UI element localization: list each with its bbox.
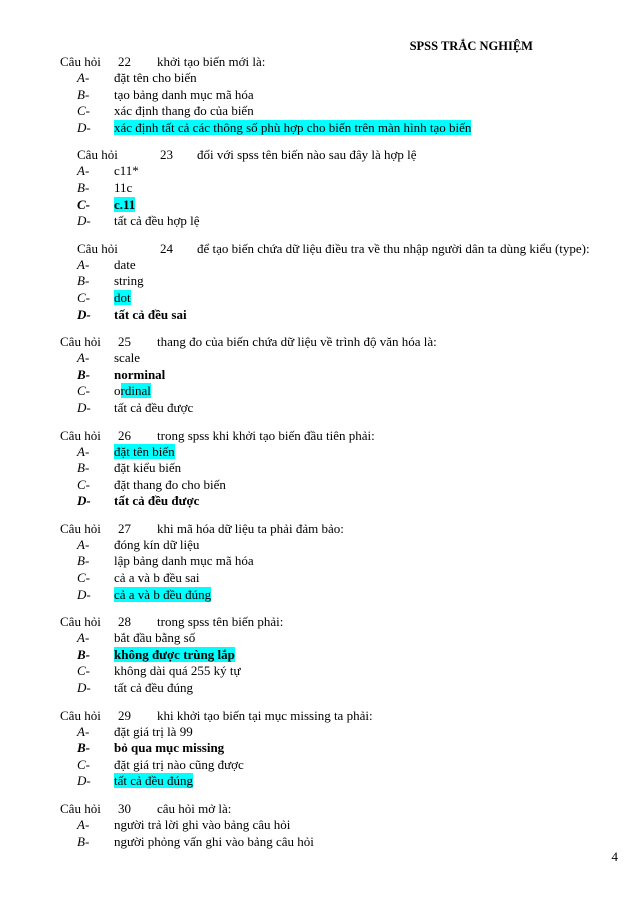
option-text	[114, 350, 140, 367]
option-text-main: xác định thang đo của biến	[114, 103, 254, 119]
answer-option	[60, 383, 600, 400]
option-text	[114, 120, 471, 137]
option-letter: C-	[77, 476, 90, 492]
option-text	[114, 383, 151, 400]
question-number: 27	[118, 520, 131, 536]
question-block	[60, 146, 600, 229]
option-text-main: o	[114, 383, 121, 399]
question-line	[60, 146, 600, 163]
option-text-main: người trả lời ghi vào bảng câu hỏi	[114, 817, 291, 832]
question-line	[60, 800, 600, 817]
question-line	[60, 707, 600, 724]
option-text	[114, 724, 193, 741]
question-line	[60, 520, 600, 537]
question-line	[60, 427, 600, 444]
question-number: 24	[160, 240, 173, 256]
option-text	[114, 680, 193, 697]
answer-option	[60, 460, 600, 477]
option-letter: D-	[77, 399, 91, 415]
option-text	[114, 163, 139, 180]
option-letter: C-	[77, 383, 90, 399]
question-number: 30	[118, 801, 131, 816]
option-text-main: đặt tên cho biến	[114, 70, 197, 85]
option-text-main: lập bảng danh mục mã hóa	[114, 553, 254, 569]
option-letter: A-	[77, 350, 90, 366]
answer-option	[60, 87, 600, 104]
option-letter: A-	[77, 443, 90, 459]
question-block	[60, 707, 600, 790]
question-label: Câu hỏi	[60, 427, 101, 443]
option-letter: A-	[77, 630, 90, 646]
question-line	[60, 333, 600, 350]
option-text	[114, 367, 165, 384]
question-text: trong spss khi khởi tạo biến đầu tiên phải:	[157, 427, 375, 443]
option-text	[114, 537, 199, 554]
answer-option	[60, 444, 600, 461]
option-text-main: tất cả đều sai	[114, 306, 187, 322]
question-block	[60, 240, 600, 323]
question-line	[60, 53, 600, 70]
question-block	[60, 520, 600, 603]
option-text	[114, 493, 199, 510]
option-letter: D-	[77, 119, 91, 135]
question-number: 25	[118, 334, 131, 350]
option-text	[114, 663, 241, 680]
option-text-main: không dài quá 255 ký tự	[114, 663, 241, 679]
option-text-main: tất cả đều đúng	[114, 680, 194, 696]
option-letter: B-	[77, 553, 90, 569]
option-text-main: tất cả đều được	[114, 399, 194, 415]
option-text	[114, 757, 244, 774]
option-letter: B-	[77, 460, 90, 476]
option-text-main: c11*	[114, 163, 139, 179]
option-text	[114, 477, 226, 494]
option-letter: C-	[77, 570, 90, 586]
answer-option	[60, 663, 600, 680]
answer-option	[60, 197, 600, 214]
answer-option	[60, 587, 600, 604]
option-letter: B-	[77, 366, 90, 382]
question-label: Câu hỏi	[77, 240, 118, 256]
option-text	[114, 257, 136, 274]
option-text	[114, 103, 254, 120]
question-block	[60, 333, 600, 416]
answer-option	[60, 493, 600, 510]
option-text-main: xác định tất cả các thông số phù hợp cho biến trên màn hình tạo biến	[114, 119, 472, 135]
answer-option	[60, 477, 600, 494]
question-label: Câu hỏi	[60, 334, 101, 350]
option-text-main: tất cả đều hợp lệ	[114, 213, 200, 229]
option-letter: A-	[77, 163, 90, 179]
answer-option	[60, 290, 600, 307]
answer-option	[60, 70, 600, 87]
question-number: 26	[118, 427, 131, 443]
answer-option	[60, 570, 600, 587]
option-letter: D-	[77, 493, 91, 509]
option-letter: B-	[77, 273, 90, 289]
answer-option	[60, 273, 600, 290]
option-text	[114, 773, 193, 790]
option-text	[114, 273, 144, 290]
option-letter: D-	[77, 773, 91, 789]
option-text	[114, 70, 197, 87]
option-letter: A-	[77, 256, 90, 272]
option-text	[114, 817, 290, 834]
answer-option	[60, 724, 600, 741]
option-text-main: tất cả đều được	[114, 493, 200, 509]
answer-option	[60, 647, 600, 664]
option-text	[114, 213, 200, 230]
option-letter: C-	[77, 196, 90, 212]
option-text-main: tạo bảng danh mục mã hóa	[114, 86, 254, 102]
question-label: Câu hỏi	[60, 801, 101, 816]
option-letter: D-	[77, 680, 91, 696]
question-label: Câu hỏi	[60, 614, 101, 630]
option-text-main: 11c	[114, 179, 133, 195]
answer-option	[60, 367, 600, 384]
question-label: Câu hỏi	[60, 54, 101, 69]
answer-option	[60, 757, 600, 774]
option-text	[114, 400, 193, 417]
option-letter: D-	[77, 213, 91, 229]
option-text-main: đặt kiểu biến	[114, 460, 182, 476]
option-text	[114, 740, 224, 757]
option-text	[114, 307, 187, 324]
option-letter: B-	[77, 179, 90, 195]
page-header: SPSS TRẮC NGHIỆM	[409, 39, 533, 53]
option-letter: B-	[77, 740, 90, 756]
answer-option	[60, 834, 600, 851]
option-letter: C-	[77, 289, 90, 305]
answer-option	[60, 740, 600, 757]
question-block	[60, 800, 600, 850]
option-letter: A-	[77, 536, 90, 552]
option-letter: A-	[77, 817, 90, 832]
question-block	[60, 427, 600, 510]
question-text: khi mã hóa dữ liệu ta phải đảm bảo:	[157, 520, 344, 536]
option-text-main: tất cả đều đúng	[114, 773, 194, 789]
option-letter: B-	[77, 833, 90, 849]
option-text	[114, 460, 181, 477]
question-text: thang đo của biến chứa dữ liệu về trình độ văn hóa là:	[157, 334, 437, 350]
option-text-main: người phỏng vấn ghi vào bảng câu hỏi	[114, 833, 314, 849]
option-text	[114, 444, 175, 461]
option-text	[114, 834, 314, 851]
option-text-main: norminal	[114, 366, 166, 382]
answer-option	[60, 120, 600, 137]
option-letter: D-	[77, 306, 91, 322]
question-line	[60, 613, 600, 630]
option-text	[114, 180, 132, 197]
answer-option	[60, 103, 600, 120]
question-text: trong spss tên biến phải:	[157, 614, 284, 630]
option-letter: A-	[77, 70, 90, 85]
option-text-main: date	[114, 256, 136, 272]
option-text-main: cả a và b đều đúng	[114, 586, 212, 602]
answer-option	[60, 213, 600, 230]
answer-option	[60, 630, 600, 647]
option-text-main: dot	[114, 289, 131, 305]
answer-option	[60, 817, 600, 834]
option-text-main: đặt giá trị là 99	[114, 723, 193, 739]
option-text-main: string	[114, 273, 144, 289]
question-block	[60, 53, 600, 136]
option-text-main: đặt tên biến	[114, 443, 175, 459]
option-text	[114, 553, 254, 570]
answer-option	[60, 180, 600, 197]
option-text	[114, 570, 200, 587]
question-line	[60, 240, 600, 257]
answer-option	[60, 307, 600, 324]
option-text-main: c.11	[114, 196, 136, 212]
question-text: đối với spss tên biến nào sau đây là hợp lệ	[197, 147, 417, 163]
question-text: khởi tạo biến mới là:	[157, 54, 266, 69]
option-text-main: scale	[114, 350, 140, 366]
question-block	[60, 613, 600, 696]
option-text	[114, 647, 235, 664]
question-text: câu hỏi mở là:	[157, 801, 232, 816]
option-text	[114, 197, 135, 214]
option-text-main: bắt đầu bằng số	[114, 630, 196, 646]
option-text	[114, 290, 131, 307]
question-number: 22	[118, 54, 131, 69]
option-letter: C-	[77, 663, 90, 679]
question-number: 29	[118, 707, 131, 723]
question-number: 23	[160, 147, 173, 163]
question-list	[60, 53, 600, 860]
question-number: 28	[118, 614, 131, 630]
option-letter: C-	[77, 756, 90, 772]
option-text-main: cả a và b đều sai	[114, 570, 200, 586]
question-text: để tạo biến chứa dữ liệu điều tra về thu nhập người dân ta dùng kiểu (type):	[197, 240, 590, 256]
question-label: Câu hỏi	[60, 707, 101, 723]
option-text-main: không được trùng lắp	[114, 646, 235, 662]
question-text: khi khởi tạo biến tại mục missing ta phải:	[157, 707, 373, 723]
option-letter: B-	[77, 86, 90, 102]
answer-option	[60, 257, 600, 274]
answer-option	[60, 553, 600, 570]
question-label: Câu hỏi	[77, 147, 118, 163]
option-text	[114, 587, 211, 604]
question-label: Câu hỏi	[60, 520, 101, 536]
answer-option	[60, 773, 600, 790]
option-text-main: đặt thang đo cho biến	[114, 476, 226, 492]
option-text	[114, 87, 254, 104]
option-letter: B-	[77, 646, 90, 662]
option-text-highlighted: rdinal	[120, 383, 151, 399]
option-letter: C-	[77, 103, 90, 119]
page-number: 4	[611, 849, 618, 864]
option-text	[114, 630, 195, 647]
option-text-main: đặt giá trị nào cũng được	[114, 756, 244, 772]
answer-option	[60, 400, 600, 417]
option-text-main: bỏ qua mục missing	[114, 740, 225, 756]
option-text-main: đóng kín dữ liệu	[114, 536, 200, 552]
option-letter: D-	[77, 586, 91, 602]
answer-option	[60, 680, 600, 697]
answer-option	[60, 537, 600, 554]
option-letter: A-	[77, 723, 90, 739]
answer-option	[60, 163, 600, 180]
answer-option	[60, 350, 600, 367]
